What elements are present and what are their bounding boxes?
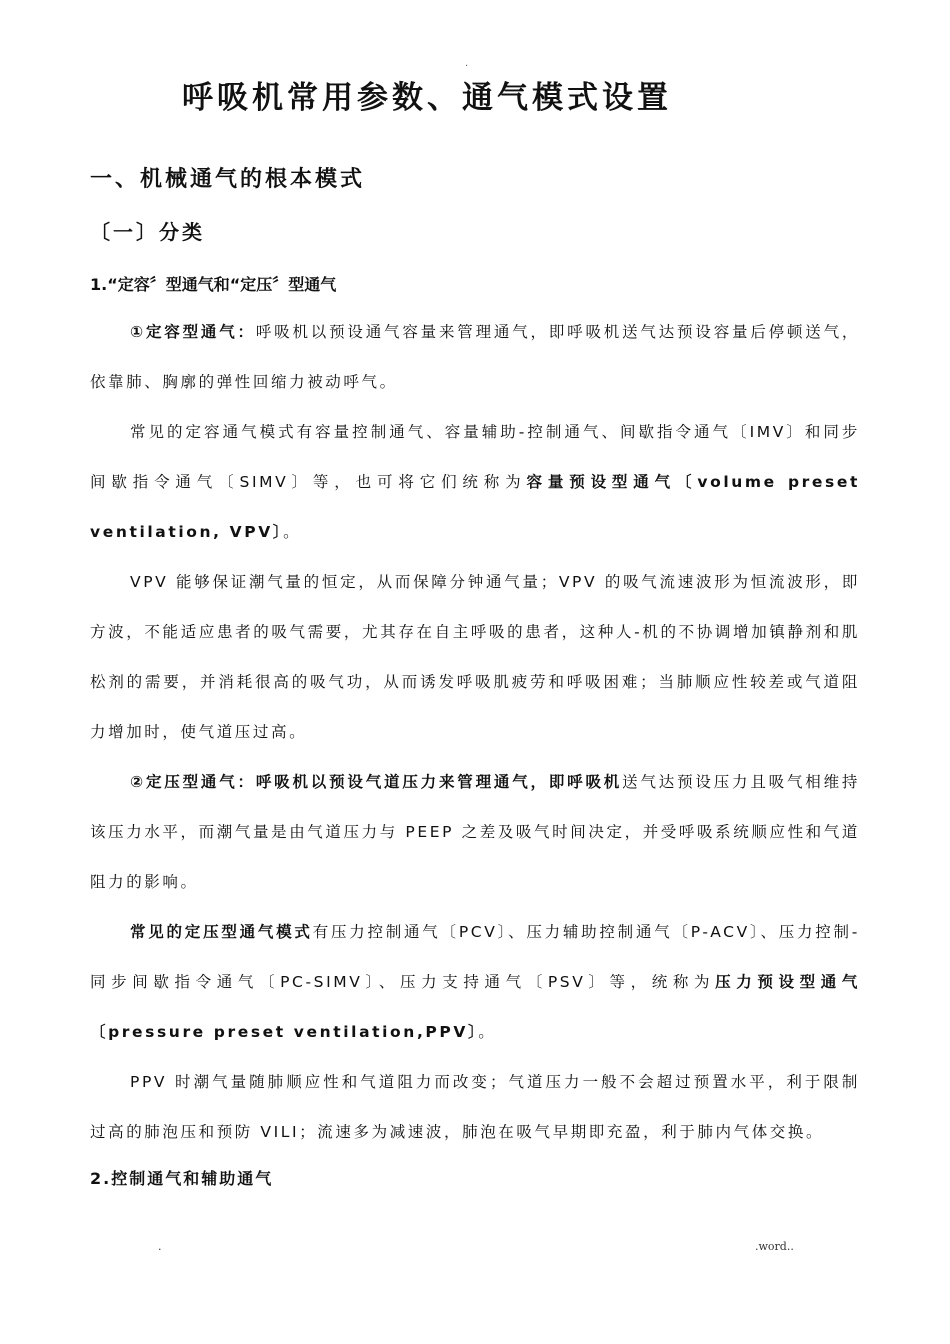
paragraph-pressure-ventilation (90, 757, 860, 907)
paragraph-text: 常见的定容通气模式有容量控制通气、容量辅助-控制通气、间歇指令通气〔IMV〕和同步间歇指令通气〔SIMV〕等，也可将它们统称为 (90, 423, 860, 491)
footer-text: .word.. (755, 1240, 794, 1253)
paragraph-text: 呼吸机以预设通气容量来管理通气，即呼吸机送气达预设容量后停顿送气，依靠肺、胸廓的弹性回缩力被动呼气。 (90, 323, 860, 391)
footer-mark: . (158, 1240, 162, 1253)
paragraph-vpv-modes (90, 407, 860, 557)
item-heading-1: 1.“定容〞型通气和“定压〞型通气 (90, 275, 337, 294)
subsection-heading: 〔一〕分类 (90, 220, 205, 244)
paragraph-text: 送气达预设压力且吸气相维持该压力水平，而潮气量是由气道压力与 PEEP 之差及吸气时间决定，并受呼吸系统顺应性和气道阻力的影响。 (90, 773, 860, 891)
header-mark: . (465, 58, 469, 69)
paragraph-text: 有压力控制通气〔PCV〕、压力辅助控制通气〔P-ACV〕、压力控制-同步间歇指令通气〔PC-SIMV〕、压力支持通气〔PSV〕等，统称为 (90, 923, 860, 991)
item-heading-2: 2.控制通气和辅助通气 (90, 1169, 274, 1188)
section-heading: 一、机械通气的根本模式 (90, 167, 366, 192)
paragraph-ppv-features: PPV 时潮气量随肺顺应性和气道阻力而改变；气道压力一般不会超过预置水平，利于限制过高的肺泡压和预防 VILI；流速多为减速波，肺泡在吸气早期即充盈，利于肺内气体交换。 (90, 1073, 860, 1141)
paragraph-lead: ②定压型通气：呼吸机以预设气道压力来管理通气，即呼吸机 (130, 773, 623, 791)
document-title: 呼吸机常用参数、通气模式设置 (182, 80, 672, 116)
paragraph-bold-term: 压力预设型通气〔pressure preset ventilation,PPV〕 (90, 973, 861, 1041)
paragraph-vpv-features: VPV 能够保证潮气量的恒定，从而保障分钟通气量；VPV 的吸气流速波形为恒流波形，即方波，不能适应患者的吸气需要，尤其存在自主呼吸的患者，这种人-机的不协调增加镇静剂和肌松剂的需要，并消耗很高的吸气功，从而诱发呼吸肌疲劳和呼吸困难；当肺顺应性较差或气道阻力增加时，使气道压过高。 (90, 573, 860, 741)
paragraph-volume-ventilation (90, 307, 860, 407)
paragraph-lead: 常见的定压型通气模式 (130, 923, 313, 941)
paragraph-ppv-modes (90, 907, 860, 1057)
paragraph-lead: ①定容型通气： (130, 323, 256, 341)
paragraph-end: 。 (283, 523, 302, 541)
paragraph-end: 。 (478, 1023, 497, 1041)
paragraph-bold-term: 容量预设型通气〔volume preset ventilation, VPV〕 (90, 473, 860, 541)
